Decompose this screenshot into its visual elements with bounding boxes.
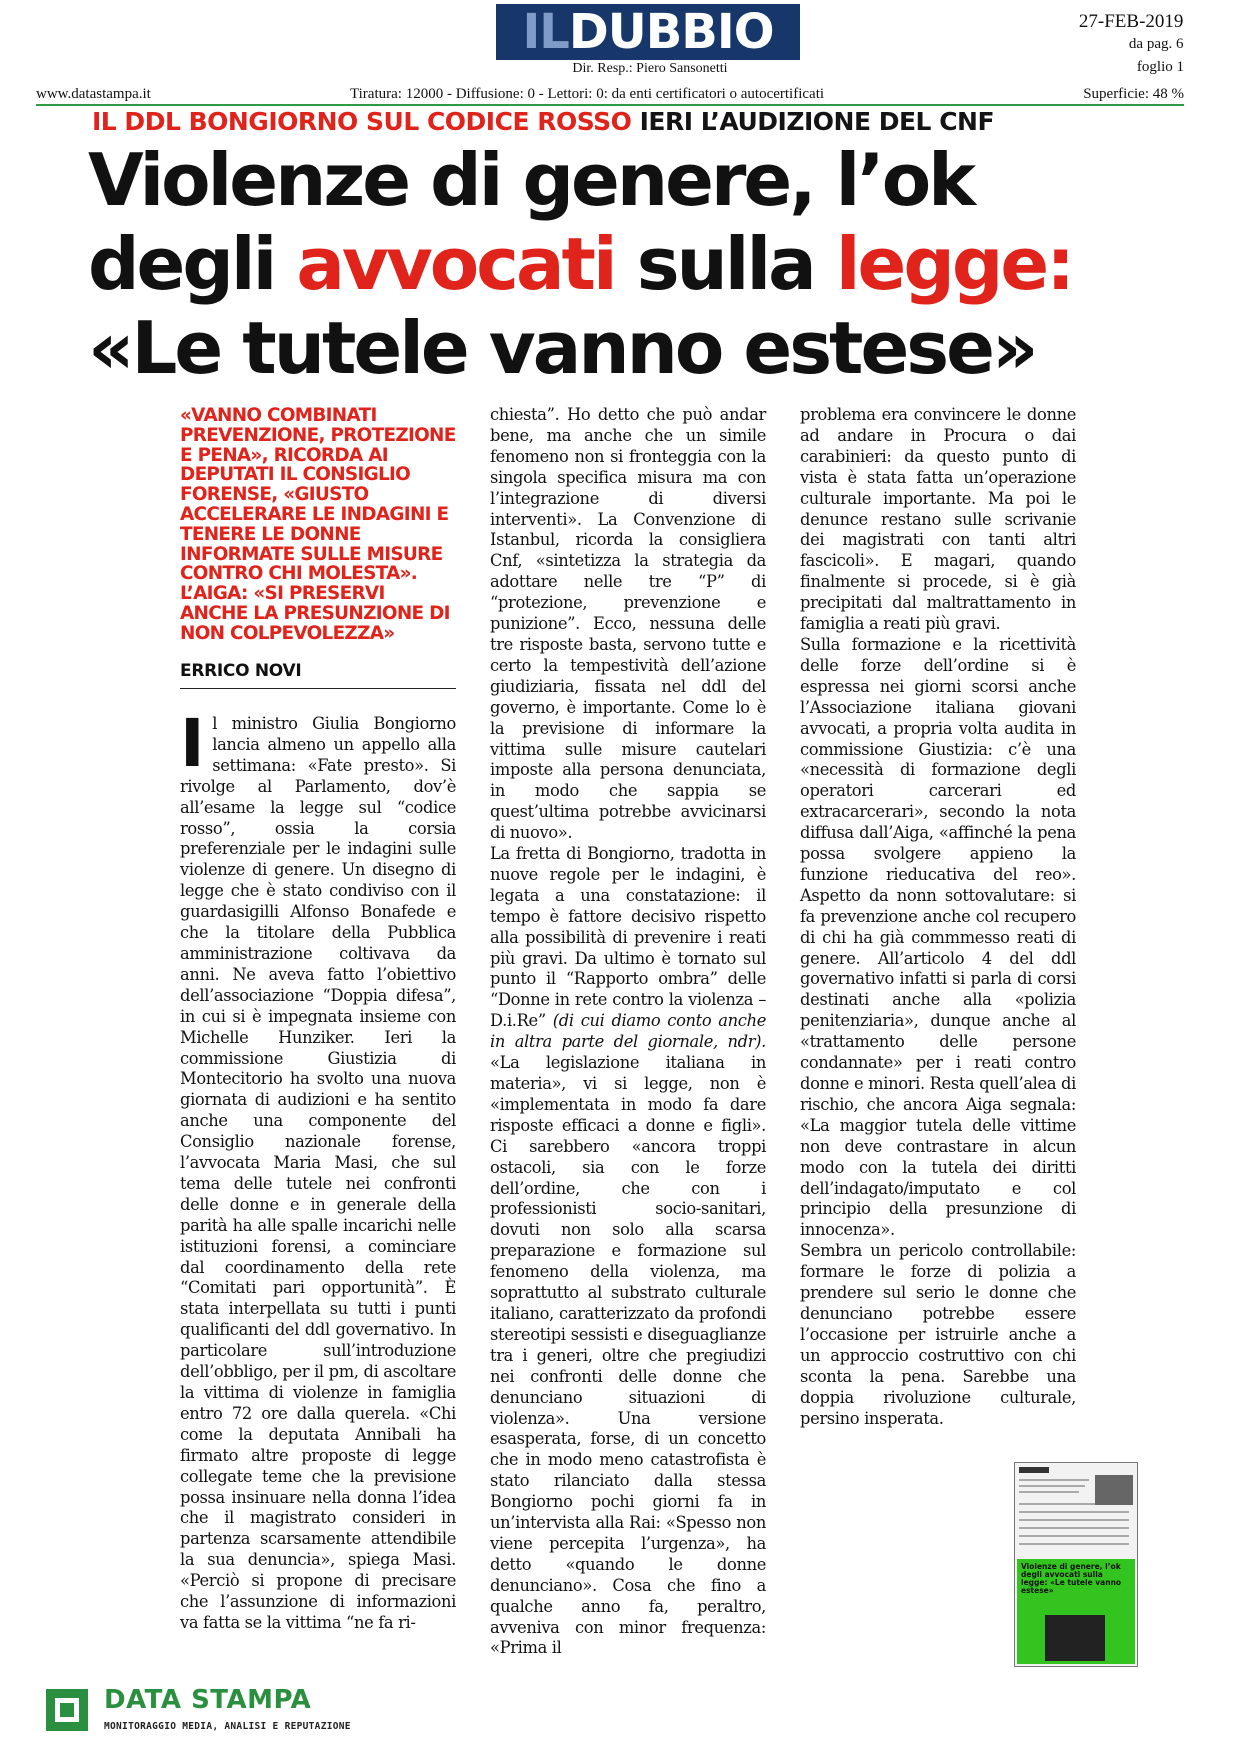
byline: ERRICO NOVI [180, 661, 302, 681]
newspaper-logo [496, 4, 800, 60]
body-text: l ministro Giulia Bongiorno lancia almeno un appello alla settimana: «Fate presto». Si rivolge al Parlamento, dov’è all’esame la legge sul “codice rosso”, ossia la corsia preferenziale per le indagini sulle violenze di genere. Un disegno di legge che è stato condiviso con il guardasigilli Alfonso Bonafede e che la titolare della Pubblica amministrazione coltivava da anni. Ne aveva fatto l’obiettivo dell’associazione “Doppia difesa”, in cui si è impegnata insieme con Michelle Hunziker. Ieri la commissione Giustizia di Montecitorio ha svolto una nuova giornata di audizioni e ha sentito anche una componente del Consiglio nazionale forense, l’avvocata Maria Masi, che sul tema delle tutele nei confronti delle donne e in generale della parità ha alle spalle incarichi nelle istituzioni forensi, a cominciare dal coordinamento della rete “Comitati pari opportunità”. È stata interpellata su tutti i punti qualificanti del ddl governativo. In particolare sull’introduzione dell’obbligo, per il pm, di ascoltare la vittima di violenze in famiglia entro 72 ore dalla querela. «Chi come la deputata Annibali ha firmato altre proposte di legge collegate teme che la previsione possa insinuare nella donna l’idea che il magistrato consideri in partenza scarsamente attendibile la sua denuncia», spiega Masi. «Perciò si propone di precisare che l’assunzione di informazioni va fatta se la vittima “ne fa ri- [180, 714, 456, 1632]
body-paragraph [490, 844, 766, 1659]
thumbnail-photo [1095, 1475, 1133, 1505]
headline-line-2 [88, 222, 1188, 306]
article-summary: «VANNO COMBINATI PREVENZIONE, PROTEZIONE E PENA», RICORDA AI DEPUTATI IL CONSIGLIO FORENSE, «GIUSTO ACCELERARE LE INDAGINI E TENERE LE DONNE INFORMATE SULLE MISURE CONTRO CHI MOLESTA». L’AIGA: «SI PRESERVI ANCHE LA PRESUNZIONE DI NON COLPEVOLEZZA» [180, 405, 456, 644]
logo-name: DUBBIO [568, 4, 774, 60]
data-stampa-logo-icon [46, 1689, 88, 1731]
byline-divider [180, 688, 456, 689]
stats-line [36, 86, 1184, 106]
headline-line-1: Violenze di genere, l’ok [88, 138, 974, 222]
thumbnail-photo [1045, 1615, 1105, 1661]
body-paragraph: Sembra un pericolo controllabile: formare le forze di polizia a prendere sul serio le donne che denunciano potrebbe essere l’occasione per istruirle anche a un approccio costruttivo con chi sconta la pena. Sarebbe una doppia rivoluzione culturale, persino insperata. [800, 1241, 1076, 1428]
headline-fragment: degli [88, 222, 297, 306]
clipping-date: 27-FEB-2019 [1078, 11, 1184, 32]
body-text: La fretta di Bongiorno, tradotta in nuove regole per le indagini, è legata a una constatazione: il tempo è fattore decisivo rispetto alla possibilità di prevenire i reati più gravi. Da ultimo è tornato sul punto il “Rapporto ombra” delle “Donne in rete contro la violenza – D.i.Re” [490, 844, 766, 1031]
website-link[interactable]: www.datastampa.it [36, 86, 151, 102]
thumbnail-text-line [1019, 1485, 1085, 1487]
footer-brand: DATA STAMPA [104, 1685, 312, 1715]
logo-prefix: IL [522, 4, 569, 60]
director-line: Dir. Resp.: Piero Sansonetti [572, 61, 728, 76]
article-column-2 [490, 405, 766, 1659]
body-paragraph [180, 705, 456, 1634]
thumbnail-text-line [1019, 1527, 1129, 1529]
surface-percentage: Superficie: 48 % [1083, 86, 1184, 102]
headline-fragment: sulla [614, 222, 836, 306]
page-reference: da pag. 6 [1128, 36, 1184, 52]
thumbnail-text-line [1019, 1543, 1129, 1545]
thumbnail-text-line [1019, 1535, 1129, 1537]
kicker-red: IL DDL BONGIORNO SUL CODICE ROSSO [92, 107, 632, 136]
headline-line-3: «Le tutele vanno estese» [88, 306, 1036, 390]
editor-note: (di cui diamo conto anche in altra parte del giornale, ndr). [490, 1011, 766, 1052]
article-headline [88, 138, 1188, 390]
clipping-meta [1079, 10, 1184, 79]
drop-cap: I [180, 705, 205, 782]
article-column-1 [180, 705, 456, 1634]
circulation-stats: Tiratura: 12000 - Diffusione: 0 - Lettori: 0: da enti certificatori o autocertificati [350, 86, 825, 102]
thumbnail-headline: Violenze di genere, l’ok degli avvocati sulla legge: «Le tutele vanno estese» [1021, 1562, 1122, 1595]
body-text: «La legislazione italiana in materia», vi si legge, non è «implementata in modo fa dare risposte efficaci a donne e figli». Ci sarebbero «ancora troppi ostacoli, sia con le forze dell’ordine, che con i professionisti socio-sanitari, dovuti non solo alla scarsa preparazione e formazione sul fenomeno della violenza, ma soprattutto al substrato culturale italiano, caratterizzato da profondi stereotipi sessisti e diseguaglianze tra i generi, oltre che pregiudizi nei confronti delle donne che denunciano situazioni di violenza». Una versione esasperata, forse, di un concetto che in modo meno catastrofista è stato rilanciato dalla stessa Bongiorno pochi giorni fa in un’intervista alla Rai: «Spesso non viene percepita l’urgenza», ha detto «quando le donne denunciano». Cosa che fino a qualche anno fa, peraltro, avveniva con minor frequenza: «Prima il [490, 1053, 766, 1658]
kicker-black: IERI L’AUDIZIONE DEL CNF [639, 107, 995, 136]
headline-highlight: avvocati [296, 222, 615, 306]
article-column-3 [800, 405, 1076, 1429]
thumbnail-text-line [1019, 1511, 1129, 1513]
body-paragraph: problema era convincere le donne ad andare in Procura o dai carabinieri: da questo punto di vista è stata fatta un’operazione culturale importante. Ma poi le denunce restano sulle scrivanie dei magistrati con tanti altri fascicoli». E magari, quando finalmente si procede, si è già precipitati dal maltrattamento in famiglia a reati più gravi. [800, 405, 1076, 634]
footer-tagline: MONITORAGGIO MEDIA, ANALISI E REPUTAZIONE [104, 1721, 351, 1732]
thumbnail-text-line [1019, 1491, 1079, 1493]
headline-highlight: legge: [835, 222, 1073, 306]
page-thumbnail [1014, 1462, 1138, 1667]
thumbnail-text-line [1019, 1519, 1129, 1521]
body-paragraph: Sulla formazione e la ricettività delle forze dell’ordine si è espressa nei giorni scorsi anche l’Associazione italiana giovani avvocati, a propria volta audita in commissione Giustizia: c’è una «necessità di formazione degli operatori carcerari ed extracarcerari», secondo la nota diffusa dall’Aiga, «affinché la pena possa svolgere appieno la funzione rieducativa del reo». Aspetto da nonn sottovalutare: si fa prevenzione anche col recupero di chi ha già commmesso reati di genere. All’articolo 4 del ddl governativo infatti si parla di corsi destinati anche alla «polizia penitenziaria», dunque anche al «trattamento delle persone condannate» per i reati contro donne e minori. Resta quell’alea di rischio, che ancora Aiga segnala: «La maggior tutela delle vittime non deve contrastare in alcun modo con la tutela dei diritti dell’indagato/imputato e col principio della presunzione di innocenza». [800, 634, 1076, 1240]
kicker [92, 106, 994, 138]
thumbnail-text-line [1019, 1479, 1089, 1481]
sheet-number: foglio 1 [1136, 59, 1184, 75]
body-paragraph: chiesta”. Ho detto che può andar bene, ma anche che un simile fenomeno non si fronteggia con la singola specifica misura ma con l’integrazione di diversi interventi». La Convenzione di Istanbul, ricorda la consigliera Cnf, «sintetizza la strategia da adottare nelle tre “P” di “protezione, prevenzione e punizione”. Ecco, nessuna delle tre risposte basta, servono tutte e certo la tempestività dell’azione giudiziaria, fissata nel ddl del governo, è importante. Come lo è la previsione di informare la vittima sulle misure cautelari imposte alla persona denunciata, in modo che sappia se quest’ultima potrebbe avvicinarsi di nuovo». [490, 405, 766, 843]
thumbnail-masthead [1019, 1467, 1049, 1473]
